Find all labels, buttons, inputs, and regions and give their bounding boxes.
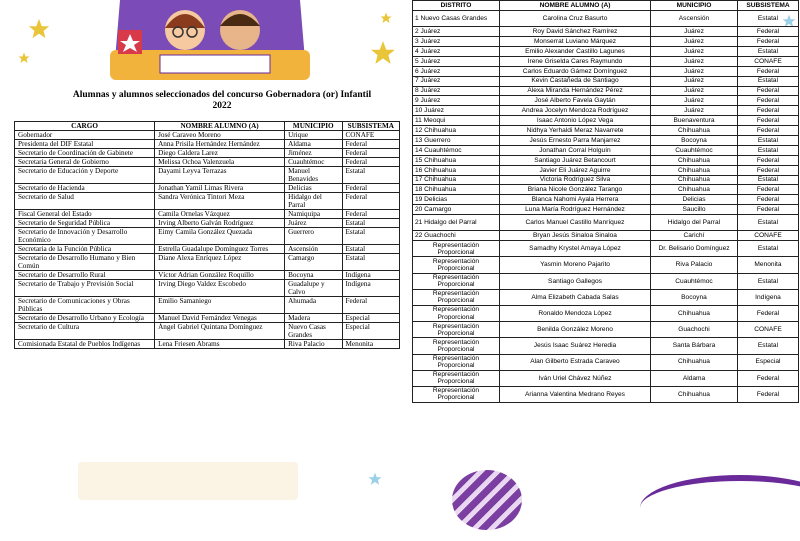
cell-nombre: Emilio Samaniego bbox=[155, 297, 285, 314]
cell-nombre: Irene Griselda Cares Raymundo bbox=[500, 56, 651, 66]
cell-municipio: Bocoyna bbox=[651, 289, 738, 305]
cell-municipio: Chihuahua bbox=[651, 175, 738, 185]
cell-cargo: Secretario de Desarrollo Rural bbox=[15, 271, 155, 280]
cell-subsistema: Indígena bbox=[738, 289, 799, 305]
cell-subsistema: Federal bbox=[738, 37, 799, 47]
table-row bbox=[15, 131, 400, 140]
cell-distrito: Representación Proporcional bbox=[413, 241, 500, 257]
cell-nombre: Diego Caldera Larez bbox=[155, 149, 285, 158]
table-row bbox=[413, 354, 799, 370]
cell-cargo: Presidenta del DIF Estatal bbox=[15, 140, 155, 149]
cell-distrito: 22 Guachochi bbox=[413, 231, 500, 241]
cell-municipio: Cuauhtémoc bbox=[651, 273, 738, 289]
table-row bbox=[15, 297, 400, 314]
cell-municipio: Ascensión bbox=[285, 245, 342, 254]
cell-distrito: Representación Proporcional bbox=[413, 305, 500, 321]
cell-nombre: Nidhya Yerhaldi Meraz Navarrete bbox=[500, 126, 651, 136]
table-row bbox=[15, 323, 400, 340]
cell-municipio: Delicias bbox=[651, 195, 738, 205]
cell-subsistema: Federal bbox=[342, 193, 399, 210]
table-row bbox=[413, 11, 799, 27]
cell-municipio: Chihuahua bbox=[651, 185, 738, 195]
cell-subsistema: CONAFE bbox=[738, 231, 799, 241]
cell-nombre: Carlos Eduardo Gámez Domínguez bbox=[500, 66, 651, 76]
cell-municipio: Juárez bbox=[651, 37, 738, 47]
cell-subsistema: Indígena bbox=[342, 271, 399, 280]
table-row bbox=[15, 184, 400, 193]
cell-cargo: Secretario de Seguridad Pública bbox=[15, 219, 155, 228]
cell-municipio: Juárez bbox=[651, 96, 738, 106]
cell-cargo: Secretario de Comunicaciones y Obras Públicas bbox=[15, 297, 155, 314]
cell-municipio: Urique bbox=[285, 131, 342, 140]
cell-municipio: Manuel Benavides bbox=[285, 167, 342, 184]
distritos-table-body bbox=[413, 11, 799, 403]
table-row bbox=[15, 340, 400, 349]
cell-nombre: Alan Gilberto Estrada Caraveo bbox=[500, 354, 651, 370]
cell-municipio: Juárez bbox=[651, 76, 738, 86]
cell-distrito: 1 Nuevo Casas Grandes bbox=[413, 11, 500, 27]
table-row bbox=[15, 245, 400, 254]
table-row bbox=[413, 205, 799, 215]
cell-cargo: Secretaria General de Gobierno bbox=[15, 158, 155, 167]
table-row bbox=[413, 106, 799, 116]
cell-nombre: Sandra Verónica Tintori Meza bbox=[155, 193, 285, 210]
table-row bbox=[15, 140, 400, 149]
cell-municipio: Hidalgo del Parral bbox=[285, 193, 342, 210]
cell-municipio: Riva Palacio bbox=[285, 340, 342, 349]
cell-subsistema: Estatal bbox=[342, 245, 399, 254]
cell-subsistema: Menonita bbox=[342, 340, 399, 349]
cell-subsistema: Federal bbox=[738, 155, 799, 165]
cell-distrito: 2 Juárez bbox=[413, 27, 500, 37]
cell-subsistema: Federal bbox=[738, 205, 799, 215]
cell-subsistema: Menonita bbox=[738, 257, 799, 273]
cell-subsistema: Estatal bbox=[738, 338, 799, 354]
cell-distrito: 21 Hidalgo del Parral bbox=[413, 215, 500, 231]
cell-municipio: Bocoyna bbox=[651, 135, 738, 145]
title-line-1: Alumnas y alumnos seleccionados del concurso Gobernadora (or) Infantil bbox=[72, 90, 372, 100]
cell-municipio: Madera bbox=[285, 314, 342, 323]
column-header-nombre: NOMBRE ALUMNO (A) bbox=[500, 1, 651, 11]
cell-subsistema: Estatal bbox=[738, 76, 799, 86]
table-row bbox=[15, 210, 400, 219]
cell-nombre: Arianna Valentina Medrano Reyes bbox=[500, 386, 651, 402]
table-row bbox=[413, 126, 799, 136]
cell-distrito: 15 Chihuahua bbox=[413, 155, 500, 165]
table-row bbox=[413, 116, 799, 126]
cell-subsistema: Federal bbox=[738, 86, 799, 96]
cell-distrito: Representación Proporcional bbox=[413, 257, 500, 273]
table-row bbox=[413, 231, 799, 241]
cell-nombre: Briana Nicole González Tarango bbox=[500, 185, 651, 195]
cell-nombre: Iván Uriel Chávez Núñez bbox=[500, 370, 651, 386]
star-icon bbox=[28, 18, 50, 40]
cell-nombre: Santiago Gallegos bbox=[500, 273, 651, 289]
table-row bbox=[413, 37, 799, 47]
gabinete-section bbox=[14, 90, 400, 349]
table-row bbox=[413, 27, 799, 37]
cell-cargo: Secretario de Salud bbox=[15, 193, 155, 210]
column-header-subsistema: SUBSISTEMA bbox=[738, 1, 799, 11]
cell-subsistema: Federal bbox=[738, 185, 799, 195]
cell-distrito: 13 Guerrero bbox=[413, 135, 500, 145]
cell-municipio: Jiménez bbox=[285, 149, 342, 158]
cell-subsistema: Estatal bbox=[738, 145, 799, 155]
table-row bbox=[413, 257, 799, 273]
cell-municipio: Ahumada bbox=[285, 297, 342, 314]
cell-nombre: Monserrat Luviano Márquez bbox=[500, 37, 651, 47]
cell-subsistema: Estatal bbox=[342, 254, 399, 271]
table-row bbox=[413, 370, 799, 386]
cell-nombre: José Alberto Favela Gaytán bbox=[500, 96, 651, 106]
cell-nombre: Carolina Cruz Basurto bbox=[500, 11, 651, 27]
column-header-cargo: CARGO bbox=[15, 122, 155, 131]
cell-distrito: Representación Proporcional bbox=[413, 386, 500, 402]
cell-subsistema: Federal bbox=[738, 27, 799, 37]
cell-municipio: Chihuahua bbox=[651, 305, 738, 321]
purple-swoosh-decoration bbox=[640, 475, 800, 541]
cell-subsistema: Federal bbox=[342, 158, 399, 167]
cell-nombre: Bryan Jesús Sinaloa Sinaloa bbox=[500, 231, 651, 241]
cell-cargo: Secretario de Desarrollo Humano y Bien Común bbox=[15, 254, 155, 271]
cell-nombre: Victoria Rodríguez Silva bbox=[500, 175, 651, 185]
cell-subsistema: Federal bbox=[342, 210, 399, 219]
cell-nombre: Jonathan Corral Holguín bbox=[500, 145, 651, 155]
cell-subsistema: Federal bbox=[738, 165, 799, 175]
table-row bbox=[413, 175, 799, 185]
cell-cargo: Secretaria de la Función Pública bbox=[15, 245, 155, 254]
cell-nombre: Kevin Castañeda de Santiago bbox=[500, 76, 651, 86]
cell-subsistema: Federal bbox=[738, 126, 799, 136]
cell-distrito: Representación Proporcional bbox=[413, 322, 500, 338]
cell-nombre: Jonathan Yamil Limas Rivera bbox=[155, 184, 285, 193]
cell-cargo: Gobernador bbox=[15, 131, 155, 140]
cell-municipio: Riva Palacio bbox=[651, 257, 738, 273]
cell-nombre: Melissa Ochoa Valenzuela bbox=[155, 158, 285, 167]
cell-municipio: Ascensión bbox=[651, 11, 738, 27]
cell-municipio: Carichí bbox=[651, 231, 738, 241]
cell-municipio: Aldama bbox=[651, 370, 738, 386]
cell-cargo: Secretario de Trabajo y Previsión Social bbox=[15, 280, 155, 297]
cell-nombre: Lena Friesen Abrams bbox=[155, 340, 285, 349]
cell-subsistema: Federal bbox=[738, 370, 799, 386]
table-row bbox=[15, 219, 400, 228]
cell-cargo: Comisionada Estatal de Pueblos Indígenas bbox=[15, 340, 155, 349]
title-line-2: 2022 bbox=[212, 101, 232, 111]
column-header-nombre: NOMBRE ALUMNO (A) bbox=[155, 122, 285, 131]
cell-nombre: Dayami Leyva Terrazas bbox=[155, 167, 285, 184]
cell-cargo: Secretario de Innovación y Desarrollo Económico bbox=[15, 228, 155, 245]
cell-nombre: José Caraveo Moreno bbox=[155, 131, 285, 140]
cell-subsistema: CONAFE bbox=[342, 131, 399, 140]
cell-nombre: Camila Ornelas Vázquez bbox=[155, 210, 285, 219]
cell-subsistema: Federal bbox=[738, 195, 799, 205]
table-row bbox=[413, 305, 799, 321]
table-row bbox=[413, 289, 799, 305]
cell-subsistema: Especial bbox=[342, 323, 399, 340]
column-header-distrito: DISTRITO bbox=[413, 1, 500, 11]
distritos-section bbox=[412, 0, 790, 403]
cell-distrito: 20 Camargo bbox=[413, 205, 500, 215]
cell-cargo: Secretario de Hacienda bbox=[15, 184, 155, 193]
cell-distrito: 11 Meoqui bbox=[413, 116, 500, 126]
cell-municipio: Chihuahua bbox=[651, 165, 738, 175]
cell-subsistema: Federal bbox=[738, 386, 799, 402]
cell-municipio: Juárez bbox=[651, 27, 738, 37]
table-row bbox=[413, 241, 799, 257]
cell-cargo: Fiscal General del Estado bbox=[15, 210, 155, 219]
cell-distrito: 12 Chihuahua bbox=[413, 126, 500, 136]
cell-nombre: Jesús Isaac Suárez Heredia bbox=[500, 338, 651, 354]
cell-municipio: Delicias bbox=[285, 184, 342, 193]
cell-subsistema: Federal bbox=[738, 116, 799, 126]
star-icon bbox=[380, 12, 392, 24]
cell-nombre: Roy David Sánchez Ramírez bbox=[500, 27, 651, 37]
cell-nombre: Ángel Gabriel Quintana Domínguez bbox=[155, 323, 285, 340]
cell-subsistema: Federal bbox=[738, 96, 799, 106]
cell-subsistema: Estatal bbox=[738, 11, 799, 27]
cell-municipio: Camargo bbox=[285, 254, 342, 271]
cell-municipio: Chihuahua bbox=[651, 386, 738, 402]
table-row bbox=[413, 155, 799, 165]
table-row bbox=[413, 76, 799, 86]
cell-cargo: Secretario de Coordinación de Gabinete bbox=[15, 149, 155, 158]
table-row bbox=[15, 254, 400, 271]
table-row bbox=[413, 66, 799, 76]
cell-nombre: Irving Alberto Galván Rodríguez bbox=[155, 219, 285, 228]
cell-municipio: Chihuahua bbox=[651, 155, 738, 165]
cell-distrito: Representación Proporcional bbox=[413, 338, 500, 354]
table-row bbox=[413, 86, 799, 96]
cell-subsistema: Estatal bbox=[738, 215, 799, 231]
cell-municipio: Juárez bbox=[651, 66, 738, 76]
cell-subsistema: Estatal bbox=[738, 135, 799, 145]
cell-distrito: 8 Juárez bbox=[413, 86, 500, 96]
cell-nombre: Alexa Miranda Hernández Pérez bbox=[500, 86, 651, 96]
cell-nombre: Eimy Camila González Quezada bbox=[155, 228, 285, 245]
cell-subsistema: Estatal bbox=[342, 167, 399, 184]
table-row bbox=[413, 338, 799, 354]
distritos-table bbox=[412, 0, 799, 403]
table-row bbox=[15, 280, 400, 297]
star-icon bbox=[18, 52, 30, 64]
cell-nombre: Luna María Rodríguez Hernández bbox=[500, 205, 651, 215]
cell-nombre: Javier Eli Juárez Aguirre bbox=[500, 165, 651, 175]
table-row bbox=[413, 185, 799, 195]
cell-subsistema: Estatal bbox=[342, 228, 399, 245]
cell-municipio: Juárez bbox=[651, 86, 738, 96]
cell-distrito: 18 Chihuahua bbox=[413, 185, 500, 195]
table-row bbox=[15, 271, 400, 280]
table-row bbox=[413, 46, 799, 56]
cell-subsistema: Federal bbox=[738, 66, 799, 76]
cell-cargo: Secretario de Cultura bbox=[15, 323, 155, 340]
cell-nombre: Manuel David Fernández Venegas bbox=[155, 314, 285, 323]
table-row bbox=[413, 165, 799, 175]
table-header-row bbox=[15, 122, 400, 131]
cell-subsistema: Estatal bbox=[342, 219, 399, 228]
cell-municipio: Saucillo bbox=[651, 205, 738, 215]
cell-nombre: Ronaldo Mendoza López bbox=[500, 305, 651, 321]
cell-subsistema: CONAFE bbox=[738, 322, 799, 338]
cell-nombre: Alma Elizabeth Cabada Salas bbox=[500, 289, 651, 305]
table-row bbox=[413, 135, 799, 145]
cell-distrito: 3 Juárez bbox=[413, 37, 500, 47]
column-header-municipio: MUNICIPIO bbox=[285, 122, 342, 131]
cell-municipio: Hidalgo del Parral bbox=[651, 215, 738, 231]
cell-distrito: Representación Proporcional bbox=[413, 273, 500, 289]
cell-distrito: Representación Proporcional bbox=[413, 370, 500, 386]
cell-distrito: Representación Proporcional bbox=[413, 289, 500, 305]
cell-distrito: 19 Delicias bbox=[413, 195, 500, 205]
cell-nombre: Emilio Alexander Castillo Lagunes bbox=[500, 46, 651, 56]
table-row bbox=[15, 158, 400, 167]
cell-nombre: Anna Prisila Hernández Hernández bbox=[155, 140, 285, 149]
table-row bbox=[413, 215, 799, 231]
table-row bbox=[413, 56, 799, 66]
cell-subsistema: Federal bbox=[342, 140, 399, 149]
table-row bbox=[15, 314, 400, 323]
cell-municipio: Chihuahua bbox=[651, 354, 738, 370]
table-row bbox=[15, 149, 400, 158]
cell-nombre: Estrella Guadalupe Domínguez Torres bbox=[155, 245, 285, 254]
cell-distrito: Representación Proporcional bbox=[413, 354, 500, 370]
cell-distrito: 16 Chihuahua bbox=[413, 165, 500, 175]
cell-nombre: Isaac Antonio López Vega bbox=[500, 116, 651, 126]
cell-municipio: Cuauhtémoc bbox=[651, 145, 738, 155]
cell-nombre: Benilda González Moreno bbox=[500, 322, 651, 338]
cell-municipio: Nuevo Casas Grandes bbox=[285, 323, 342, 340]
table-row bbox=[413, 322, 799, 338]
column-header-municipio: MUNICIPIO bbox=[651, 1, 738, 11]
cell-cargo: Secretario de Educación y Deporte bbox=[15, 167, 155, 184]
cell-distrito: 5 Juárez bbox=[413, 56, 500, 66]
cell-municipio: Dr. Belisario Domínguez bbox=[651, 241, 738, 257]
cell-municipio: Aldama bbox=[285, 140, 342, 149]
cell-distrito: 17 Chihuahua bbox=[413, 175, 500, 185]
cell-distrito: 4 Juárez bbox=[413, 46, 500, 56]
cell-subsistema: Indígena bbox=[342, 280, 399, 297]
cell-municipio: Juárez bbox=[285, 219, 342, 228]
cell-municipio: Juárez bbox=[651, 56, 738, 66]
cell-nombre: Yasmin Moreno Pajarito bbox=[500, 257, 651, 273]
column-header-subsistema: SUBSISTEMA bbox=[342, 122, 399, 131]
cell-subsistema: Federal bbox=[342, 184, 399, 193]
cell-subsistema: Especial bbox=[342, 314, 399, 323]
star-icon bbox=[370, 40, 396, 66]
gabinete-table bbox=[14, 121, 400, 349]
table-row bbox=[15, 193, 400, 210]
cell-subsistema: Estatal bbox=[738, 241, 799, 257]
cell-nombre: Andrea Jocelyn Mendoza Rodríguez bbox=[500, 106, 651, 116]
cell-distrito: 10 Juárez bbox=[413, 106, 500, 116]
star-icon bbox=[368, 472, 382, 486]
cell-subsistema: Federal bbox=[738, 106, 799, 116]
cell-municipio: Namiquipa bbox=[285, 210, 342, 219]
cell-nombre: Jesús Ernesto Parra Manjarrez bbox=[500, 135, 651, 145]
cell-distrito: 9 Juárez bbox=[413, 96, 500, 106]
cell-nombre: Carlos Manuel Castillo Manríquez bbox=[500, 215, 651, 231]
cell-distrito: 7 Juárez bbox=[413, 76, 500, 86]
cell-municipio: Santa Bárbara bbox=[651, 338, 738, 354]
cell-municipio: Cuauhtémoc bbox=[285, 158, 342, 167]
table-row bbox=[413, 145, 799, 155]
table-row bbox=[15, 167, 400, 184]
cell-subsistema: Federal bbox=[342, 149, 399, 158]
cell-municipio: Buenaventura bbox=[651, 116, 738, 126]
cell-municipio: Guachochi bbox=[651, 322, 738, 338]
gabinete-table-body bbox=[15, 131, 400, 349]
page-title bbox=[44, 90, 400, 112]
cell-cargo: Secretario de Desarrollo Urbano y Ecología bbox=[15, 314, 155, 323]
table-row bbox=[413, 96, 799, 106]
cell-nombre: Santiago Juárez Betancourt bbox=[500, 155, 651, 165]
cell-municipio: Guerrero bbox=[285, 228, 342, 245]
table-header-row bbox=[413, 1, 799, 11]
cell-subsistema: Federal bbox=[738, 305, 799, 321]
cell-municipio: Chihuahua bbox=[651, 126, 738, 136]
cell-distrito: 6 Juárez bbox=[413, 66, 500, 76]
cell-nombre: Diane Alexa Enríquez López bbox=[155, 254, 285, 271]
children-group-illustration bbox=[78, 462, 298, 500]
cell-subsistema: Especial bbox=[738, 354, 799, 370]
cell-municipio: Guadalupe y Calvo bbox=[285, 280, 342, 297]
table-row bbox=[413, 195, 799, 205]
cell-subsistema: Estatal bbox=[738, 273, 799, 289]
cell-nombre: Blanca Nahomi Ayala Herrera bbox=[500, 195, 651, 205]
cell-nombre: Samadhy Krystel Amaya López bbox=[500, 241, 651, 257]
table-row bbox=[413, 386, 799, 402]
cell-subsistema: Federal bbox=[342, 297, 399, 314]
cell-municipio: Juárez bbox=[651, 46, 738, 56]
cell-municipio: Juárez bbox=[651, 106, 738, 116]
cell-distrito: 14 Cuauhtémoc bbox=[413, 145, 500, 155]
cell-nombre: Irving Diego Valdez Escobedo bbox=[155, 280, 285, 297]
cell-municipio: Bocoyna bbox=[285, 271, 342, 280]
table-row bbox=[413, 273, 799, 289]
table-row bbox=[15, 228, 400, 245]
cell-subsistema: Estatal bbox=[738, 175, 799, 185]
kids-reading-illustration bbox=[100, 0, 320, 85]
cell-subsistema: CONAFE bbox=[738, 56, 799, 66]
striped-ball-illustration bbox=[452, 470, 522, 530]
cell-subsistema: Estatal bbox=[738, 46, 799, 56]
cell-nombre: Víctor Adrian González Roquillo bbox=[155, 271, 285, 280]
